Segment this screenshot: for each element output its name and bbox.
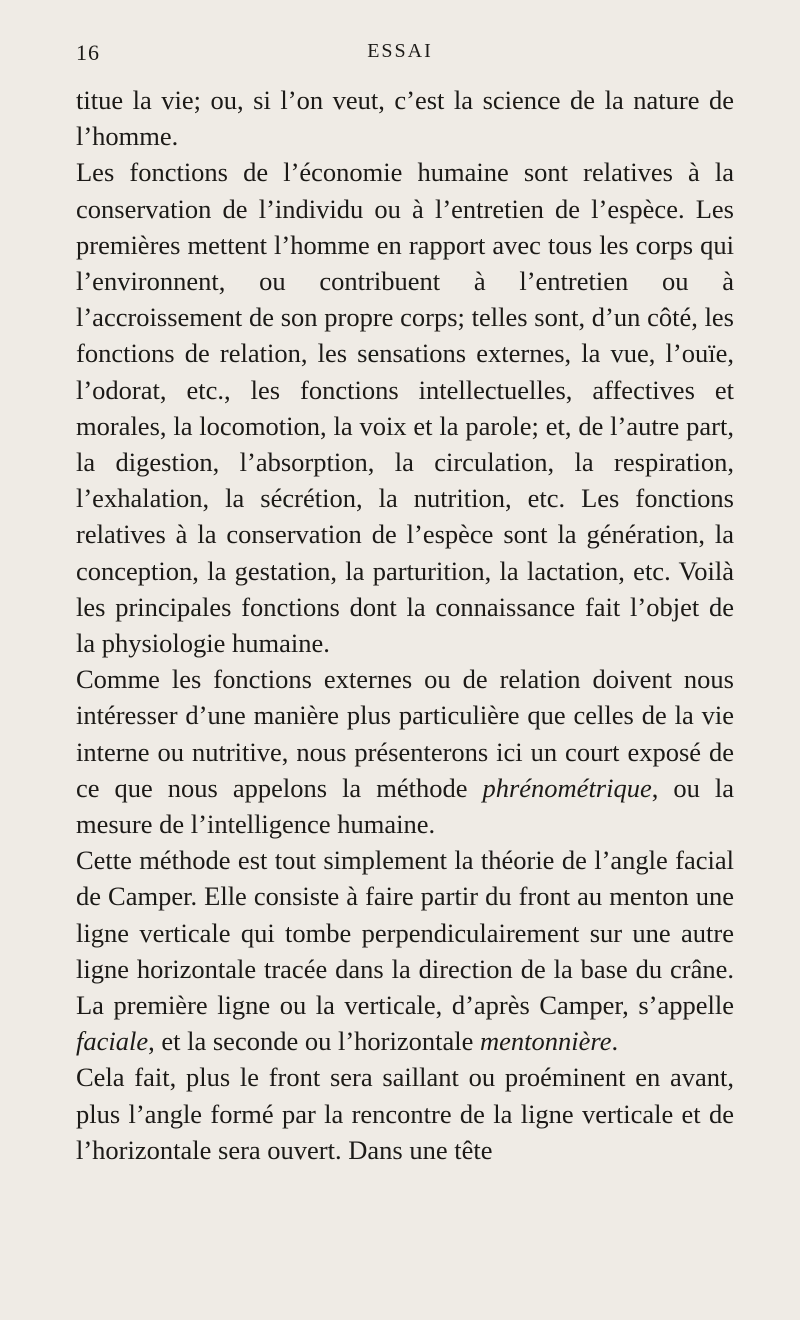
paragraph xyxy=(76,1059,734,1168)
italic-term: faciale xyxy=(76,1026,149,1057)
page-number: 16 xyxy=(76,40,100,65)
text-segment: , et la seconde ou l’horizontale xyxy=(148,1026,480,1057)
text-segment: Comme les fonctions externes ou de relation doivent nous intéresser d’une manière plus particulière que celles de la vie interne ou nutritive, nous présenterons ici un court exposé de ce que nous appelons la méthode xyxy=(76,664,734,803)
paragraph xyxy=(76,842,734,1059)
text-segment: Cela fait, plus le front sera saillant ou proéminent en avant, plus l’angle formé par la rencontre de la ligne verticale et de l’horizontale sera ouvert. Dans une tête xyxy=(76,1062,734,1165)
text-segment: Les fonctions de l’économie humaine sont relatives à la conservation de l’individu ou à l’entretien de l’espèce. Les premières mettent l’homme en rapport avec tous les corps qui l’environnent, ou contribuent à l’entretien ou à l’accroissement de son propre corps; telles sont, d’un côté, les fonctions de relation, les sensations externes, la vue, l’ouïe, l’odorat, etc., les fonctions intellectuelles, affectives et morales, la locomotion, la voix et la parole; et, de l’autre part, la digestion, l’absorption, la circulation, la respiration, l’exhalation, la sécrétion, la nutrition, etc. Les fonctions relatives à la conservation de l’espèce sont la génération, la conception, la gestation, la parturition, la lactation, etc. Voilà les principales fonctions dont la connaissance fait l’objet de la physiologie humaine. xyxy=(76,157,734,659)
body-text xyxy=(76,82,734,1168)
text-segment: Cette méthode est tout simplement la théorie de l’angle facial de Camper. Elle consiste à faire partir du front au menton une ligne verticale qui tombe perpendiculairement sur une autre ligne horizontale tracée dans la direction de la base du crâne. La première ligne ou la verticale, d’après Camper, s’appelle xyxy=(76,845,734,1021)
text-segment: , ou la mesure de l’intelligence humaine. xyxy=(76,772,735,840)
text-segment: . xyxy=(611,1026,619,1057)
paragraph xyxy=(76,82,734,154)
paragraph xyxy=(76,154,734,661)
text-segment: titue la vie; ou, si l’on veut, c’est la science de la nature de l’homme. xyxy=(76,85,734,152)
running-head xyxy=(0,30,800,70)
running-title: ESSAI xyxy=(367,40,433,62)
italic-term: mentonnière xyxy=(479,1026,612,1057)
italic-term: phrénométrique xyxy=(482,772,652,803)
paragraph xyxy=(76,661,734,842)
